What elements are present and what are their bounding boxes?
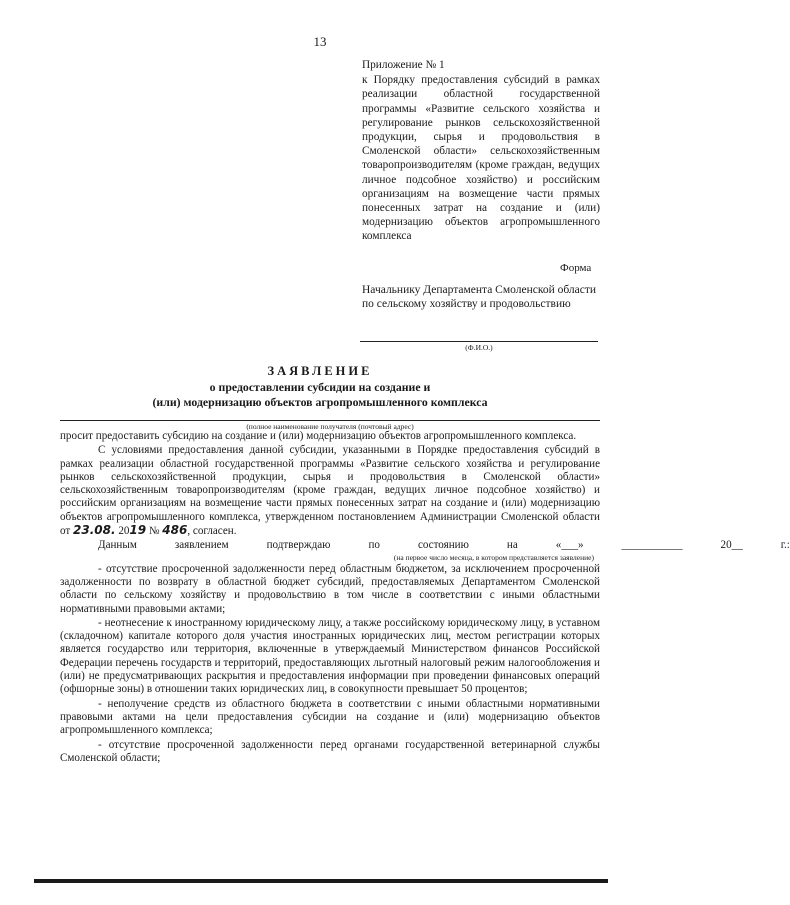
applicant-line bbox=[60, 420, 600, 421]
status-word-1: Данным bbox=[98, 539, 137, 552]
condition-item: - отсутствие просроченной задолженности перед органами государственной ветеринарной службы Смоленской области; bbox=[60, 738, 600, 764]
condition-item: - неотнесение к иностранному юридическому лицу, а также российскому юридическому лицу, в уставном (складочном) капитале которого доля участия иностранных юридических лиц, местом регистрации которых является государство или территория, включенные в утверждаемый Министерством финансов Российской Федерации перечень государств и территорий, предоставляющих льготный налоговый режим налогообложения и (или) не предусматривающих раскрытия и предоставления информации при проведении финансовых операций (офшорные зоны) в отношении таких юридических лиц, в совокупности превышает 50 процентов; bbox=[60, 616, 600, 696]
status-day-blank: «___» bbox=[555, 539, 584, 552]
condition-item: - отсутствие просроченной задолженности перед областным бюджетом, за исключением просроченной задолженности по возврату в областной бюджет субсидий, предоставляемых Департаментом Смоленской области по сельскому хозяйству и продовольствию в том числе в соответствии с иными областными нормативными правовыми актами; bbox=[60, 562, 600, 615]
main-text bbox=[60, 430, 790, 766]
status-line bbox=[60, 539, 790, 552]
conditions-end: , согласен. bbox=[187, 525, 237, 538]
status-word-6: на bbox=[506, 539, 518, 552]
decree-year-prefix: 20 bbox=[118, 525, 130, 538]
conditions-text: С условиями предоставления данной субсидии, указанными в Порядке предоставления субсидий в рамках реализации областной государственной программы «Развитие сельского хозяйства и регулирование рынков сельскохозяйственной продукции, сырья и продовольствия в Смоленской области» сельскохозяйственным товаропроизводителям (кроме граждан, ведущих личное подсобное хозяйство) и российским организациям на возмещение части прямых понесенных затрат на создание и (или) модернизацию объектов агропромышленного комплекса, утвержденном постановлением Администрации Смоленской области от bbox=[60, 444, 600, 538]
appendix-block bbox=[362, 58, 600, 244]
conditions-paragraph bbox=[60, 444, 600, 538]
document-title: ЗАЯВЛЕНИЕ bbox=[267, 364, 373, 378]
page-number: 13 bbox=[313, 34, 327, 49]
status-word-2: заявлением bbox=[174, 539, 229, 552]
form-label: Форма bbox=[560, 262, 592, 274]
condition-item: - неполучение средств из областного бюджета в соответствии с иными областными нормативными правовыми актами на цели предоставления субсидии на создание и (или) модернизацию объектов агропромышленного комплекса; bbox=[60, 697, 600, 737]
date-caption: (на первое число месяца, в котором представляется заявление) bbox=[393, 552, 594, 562]
subtitle-line-2: (или) модернизацию объектов агропромышленного комплекса bbox=[152, 394, 488, 409]
decree-number: 486 bbox=[162, 523, 188, 538]
fio-line bbox=[360, 341, 598, 342]
status-word-5: состоянию bbox=[417, 539, 469, 552]
appendix-text: к Порядку предоставления субсидий в рамках реализации областной государственной программы «Развитие сельского хозяйства и регулирование рынков сельскохозяйственной продукции, сырья и продовольствия в Смоленской области» сельскохозяйственным товаропроизводителям (кроме граждан, ведущих личное подсобное хозяйство) и российским организациям на возмещение части прямых понесенных затрат на создание и (или) модернизацию объектов агропромышленного комплекса bbox=[362, 74, 600, 243]
applicant-caption: (полное наименование получателя (почтовый адрес) bbox=[246, 422, 414, 431]
decree-date: 23.08. bbox=[73, 523, 116, 538]
status-month-blank: ___________ bbox=[621, 539, 683, 552]
document-subtitle bbox=[0, 380, 640, 409]
addressee: Начальнику Департамента Смоленской области по сельскому хозяйству и продовольствию bbox=[362, 284, 597, 311]
status-year-blank: 20__ bbox=[720, 539, 743, 552]
status-word-4: по bbox=[368, 539, 380, 552]
scan-bottom-edge bbox=[34, 879, 608, 883]
decree-year: 19 bbox=[129, 523, 147, 538]
fio-caption: (Ф.И.О.) bbox=[465, 343, 493, 352]
subtitle-line-1: о предоставлении субсидии на создание и bbox=[209, 380, 431, 394]
status-word-3: подтверждаю bbox=[266, 539, 331, 552]
decree-number-label: № bbox=[148, 525, 160, 538]
request-paragraph: просит предоставить субсидию на создание и (или) модернизацию объектов агропромышленного комплекса. bbox=[60, 430, 577, 442]
appendix-title: Приложение № 1 bbox=[362, 59, 445, 71]
status-year-suffix: г.: bbox=[780, 539, 790, 552]
